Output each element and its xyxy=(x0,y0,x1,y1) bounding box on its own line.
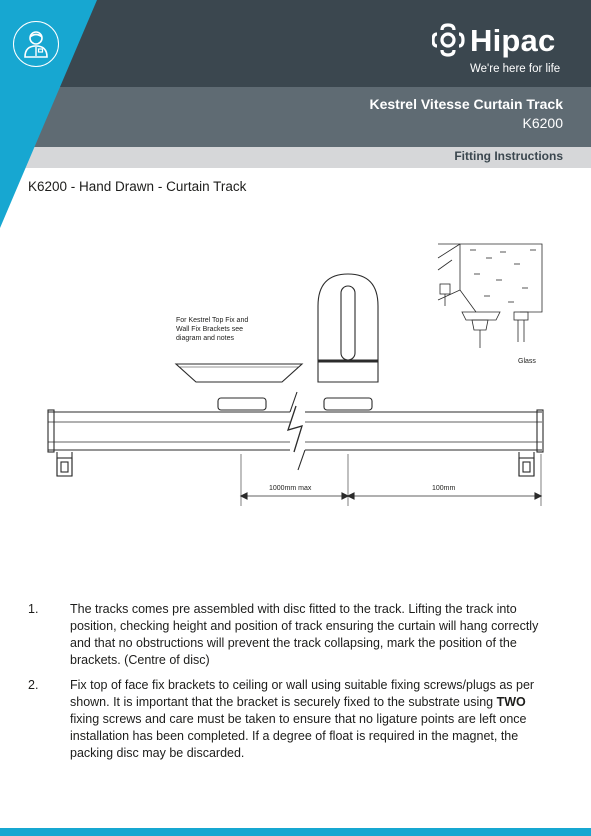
instruction-steps xyxy=(28,601,558,770)
step-number: 2. xyxy=(28,678,39,692)
magnet-housing xyxy=(318,274,378,382)
list-item xyxy=(28,601,558,669)
note-line-3: diagram and notes xyxy=(176,335,234,342)
step-text-part: Fix top of face fix brackets to ceiling or wall using suitable fixing screws/plugs as per shown. It is important that the bracket is securely fixed to the substrate using xyxy=(70,678,535,709)
document-heading: K6200 - Hand Drawn - Curtain Track xyxy=(28,179,247,194)
product-title: Kestrel Vitesse Curtain Track xyxy=(369,96,563,112)
disc-left xyxy=(218,398,266,410)
step-text: The tracks comes pre assembled with disc fitted to the track. Lifting the track into position, checking height and position of track ensuring the curtain will hang correctly and that no obstructions will prevent the track collapsing, mark the position of the brackets. (Centre of disc) xyxy=(70,602,539,667)
brand-tagline: We're here for life xyxy=(470,63,561,75)
curtain-track-diagram xyxy=(0,230,591,520)
step-text-emphasis: TWO xyxy=(496,695,526,709)
brand-name: Hipac xyxy=(470,23,556,58)
glass-label: Glass xyxy=(518,358,536,365)
step-text-part: fixing screws and care must be taken to ensure that no ligature points are left once installation has been completed. If a degree of float is required in the magnet, the packing disc may be discarded. xyxy=(70,712,527,760)
note-line-1: For Kestrel Top Fix and xyxy=(176,317,249,324)
disc-right xyxy=(324,398,372,410)
section-title: Fitting Instructions xyxy=(454,149,563,163)
footer-bar xyxy=(0,828,591,836)
glass-detail xyxy=(438,244,542,348)
list-item xyxy=(28,677,558,762)
step-number: 1. xyxy=(28,602,39,616)
product-code: K6200 xyxy=(522,115,563,131)
step-text xyxy=(70,677,558,762)
note-line-2: Wall Fix Brackets see xyxy=(176,326,244,333)
dimension-right: 100mm xyxy=(432,485,456,492)
user-badge-icon xyxy=(13,21,59,67)
dimension-left: 1000mm max xyxy=(269,485,312,492)
